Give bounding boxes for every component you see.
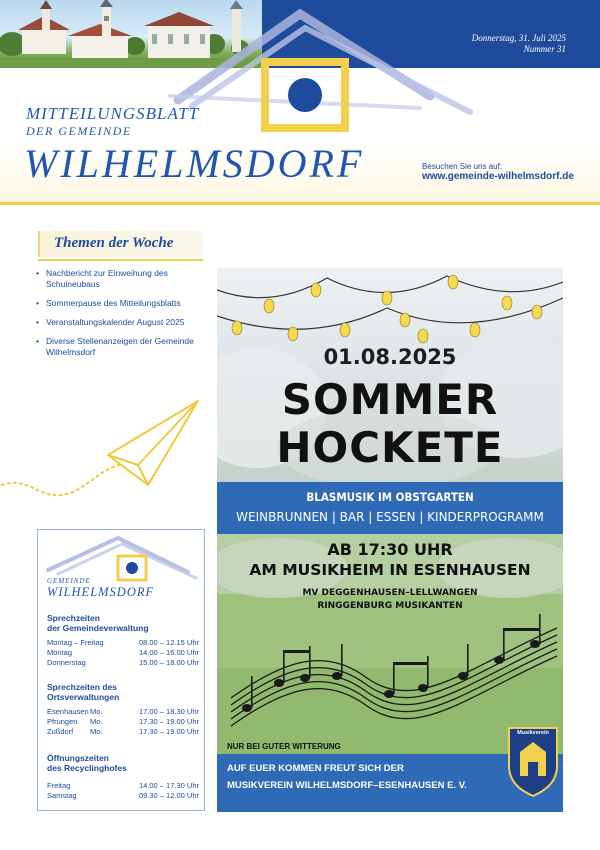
admin-hours-subtitle: der Gemeindeverwaltung (47, 623, 149, 633)
table-row: Pfrungen Mo. 17.30 – 19.00 Uhr (47, 717, 199, 726)
local-hours-title: Sprechzeiten des (47, 682, 117, 692)
recycling-hours-subtitle: des Recyclinghofes (47, 763, 127, 773)
themes-list (36, 268, 216, 366)
masthead-line-1: MITTEILUNGSBLATT (26, 104, 200, 123)
event-title-line-2: HOCKETE (276, 423, 504, 472)
program-band (217, 482, 563, 534)
list-item: • Nachbericht zur Einweihung des Schulneubaus (36, 268, 216, 290)
footer-line-1: AUF EUER KOMMEN FREUT SICH DER (227, 763, 404, 774)
masthead (0, 0, 600, 205)
website-link[interactable]: www.gemeinde-wilhelmsdorf.de (422, 171, 574, 182)
table-row: Montag – Freitag 08.00 – 12.15 Uhr (47, 638, 199, 647)
program-items: WEINBRUNNEN | BAR | ESSEN | KINDERPROGRAMM (236, 510, 544, 524)
table-row: Montag 14.00 – 16.00 Uhr (47, 648, 199, 657)
list-item: • Sommerpause des Mitteilungsblatts (36, 298, 216, 309)
footer-line-2: MUSIKVEREIN WILHELMSDORF–ESENHAUSEN E. V. (227, 780, 467, 791)
box-logo-small: GEMEINDE (47, 577, 91, 585)
box-logo-title: WILHELMSDORF (47, 585, 155, 599)
themes-heading (38, 231, 203, 257)
event-title-line-1: SOMMER (281, 375, 499, 424)
table-row: Donnerstag 15.00 – 18.00 Uhr (47, 658, 199, 667)
header-divider (0, 202, 600, 205)
website-label: Besuchen Sie uns auf: (422, 162, 503, 171)
masthead-title: WILHELMSDORF (24, 141, 365, 186)
table-row: Freitag 14.00 – 17.30 Uhr (47, 781, 199, 790)
admin-hours-title: Sprechzeiten (47, 613, 100, 623)
list-item: • Veranstaltungskalender August 2025 (36, 317, 216, 328)
event-time: AB 17:30 UHR (327, 540, 453, 559)
local-hours-subtitle: Ortsverwaltungen (47, 692, 120, 702)
performer-1: MV DEGGENHAUSEN–LELLWANGEN (302, 588, 478, 598)
recycling-hours-title: Öffnungszeiten (47, 753, 109, 763)
issue-number: Nummer 31 (523, 44, 566, 54)
list-item: • Diverse Stellenanzeigen der Gemeinde Wilhelmsdorf (36, 336, 216, 358)
event-location: AM MUSIKHEIM IN ESENHAUSEN (249, 561, 531, 579)
table-row: Esenhausen Mo. 17.00 – 18.30 Uhr (47, 707, 199, 716)
event-date: 01.08.2025 (323, 345, 457, 369)
club-crest-icon (506, 726, 560, 798)
program-headline: BLASMUSIK IM OBSTGARTEN (306, 490, 474, 504)
table-row: Zußdorf Mo. 17.30 – 19.00 Uhr (47, 727, 199, 736)
office-hours-box (37, 529, 205, 811)
performer-2: RINGGENBURG MUSIKANTEN (317, 601, 463, 611)
club-crest-label: Musikverein (517, 730, 549, 736)
paper-plane-icon (0, 395, 215, 515)
masthead-line-2: DER GEMEINDE (26, 124, 132, 138)
table-row: Samstag 09.30 – 12.00 Uhr (47, 791, 199, 800)
themes-heading-text: Themen der Woche (54, 235, 174, 251)
themes-divider (38, 259, 203, 261)
weather-note: NUR BEI GUTER WITTERUNG (227, 742, 341, 751)
event-poster (217, 268, 563, 812)
issue-date: Donnerstag, 31. Juli 2025 (471, 33, 566, 43)
